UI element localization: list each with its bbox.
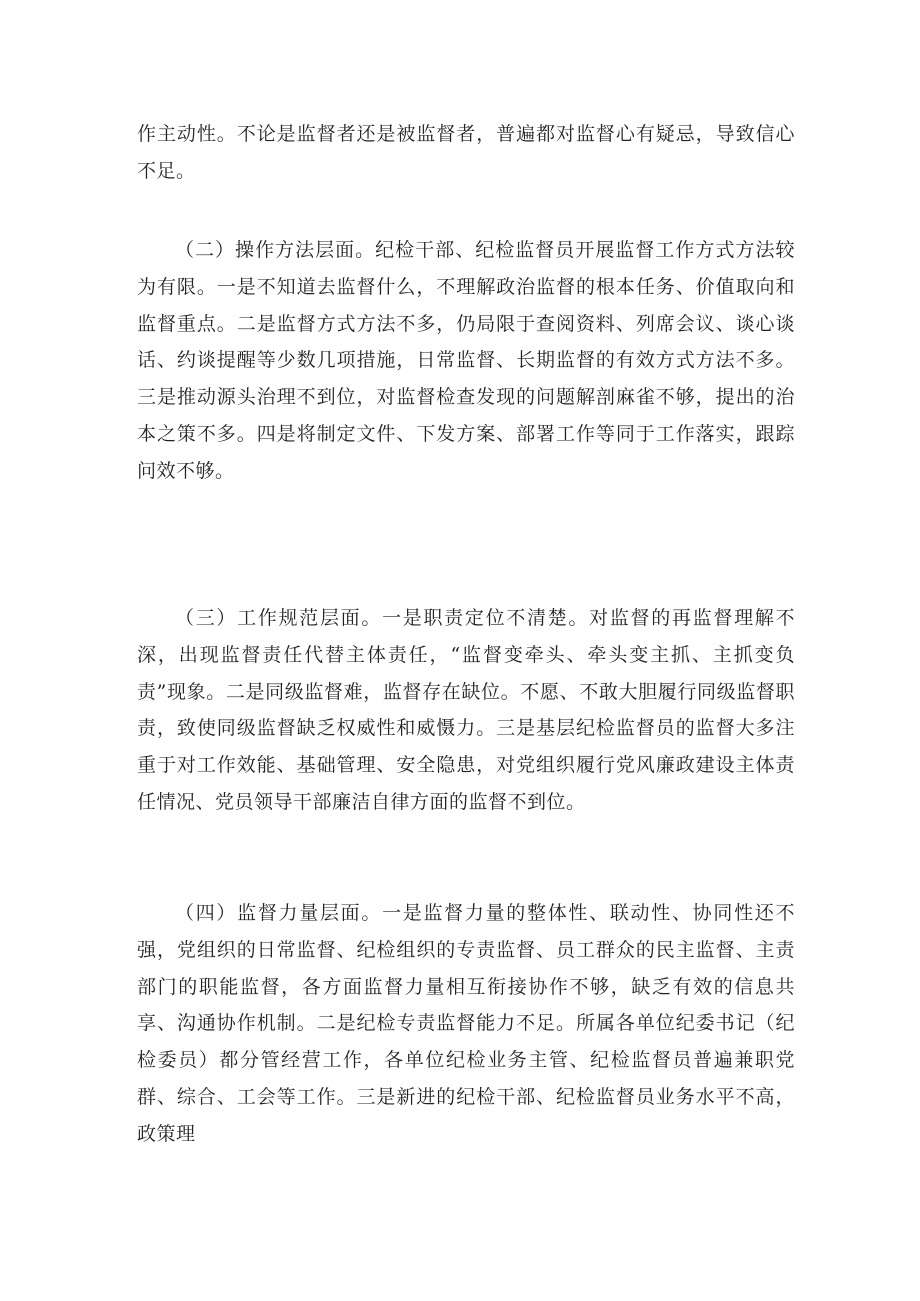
- paragraph-supervision-force: （四）监督力量层面。一是监督力量的整体性、联动性、协同性还不强，党组织的日常监督、纪检组织的专责监督、员工群众的民主监督、主责部门的职能监督，各方面监督力量相互衔接协作不够，缺乏有效的信息共享、沟通协作机制。二是纪检专责监督能力不足。所属各单位纪委书记（纪检委员）都分管经营工作，各单位纪检业务主管、纪检监督员普遍兼职党群、综合、工会等工作。三是新进的纪检干部、纪检监督员业务水平不高，政策理: [137, 902, 795, 1145]
- paragraph-work-norms: （三）工作规范层面。一是职责定位不清楚。对监督的再监督理解不深，出现监督责任代替主体责任，“监督变牵头、牵头变主抓、主抓变负责”现象。二是同级监督难，监督存在缺位。不愿、不敢大胆履行同级监督职责，致使同级监督缺乏权威性和威慑力。三是基层纪检监督员的监督大多注重于对工作效能、基础管理、安全隐患，对党组织履行党风廉政建设主体责任情况、党员领导干部廉洁自律方面的监督不到位。: [137, 607, 795, 813]
- paragraph-operation-methods: （二）操作方法层面。纪检干部、纪检监督员开展监督工作方式方法较为有限。一是不知道去监督什么，不理解政治监督的根本任务、价值取向和监督重点。二是监督方式方法不多，仍局限于查阅资料、列席会议、谈心谈话、约谈提醒等少数几项措施，日常监督、长期监督的有效方式方法不多。三是推动源头治理不到位，对监督检查发现的问题解剖麻雀不够，提出的治本之策不多。四是将制定文件、下发方案、部署工作等同于工作落实，跟踪问效不够。: [137, 239, 795, 482]
- paragraph-continuation: 作主动性。不论是监督者还是被监督者，普遍都对监督心有疑忌，导致信心不足。: [137, 123, 795, 182]
